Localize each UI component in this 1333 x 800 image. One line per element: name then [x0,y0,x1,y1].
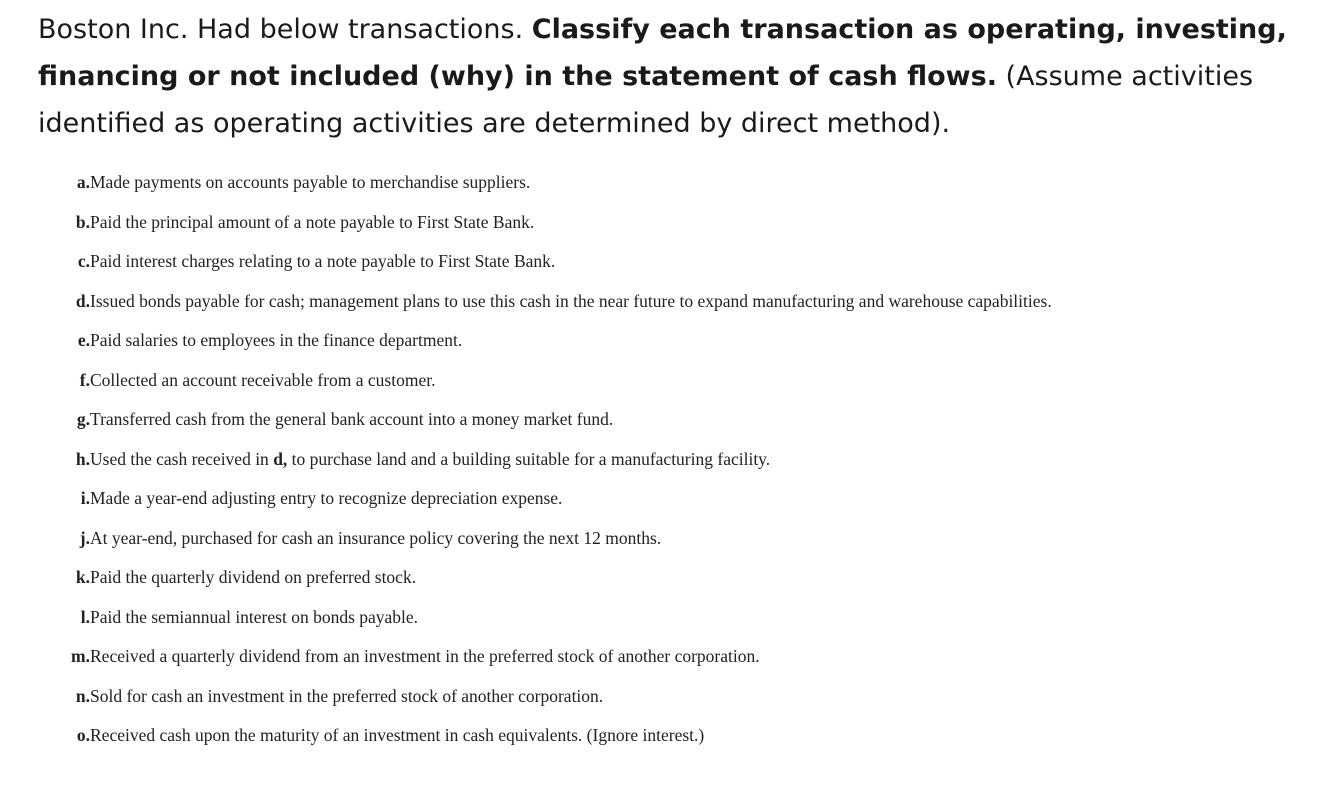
transaction-item-c [68,245,1268,277]
item-text-bold: d, [273,448,288,469]
item-text: Made a year-end adjusting entry to recognize depreciation expense. [90,488,563,508]
item-text: Paid the principal amount of a note payable to First State Bank. [90,211,535,232]
item-text-after: to purchase land and a building suitable for a manufacturing facility. [287,448,771,469]
item-text: Paid salaries to employees in the finance department. [90,330,463,350]
item-letter: i. [80,488,90,508]
transaction-item-m [68,640,1268,672]
item-text: Paid interest charges relating to a note payable to First State Bank. [90,251,556,271]
item-text: Made payments on accounts payable to merchandise suppliers. [90,172,531,192]
transaction-item-j [68,522,1268,554]
item-text: Received a quarterly dividend from an investment in the preferred stock of another corporation. [90,646,760,666]
item-letter: n. [75,685,90,706]
transaction-item-k [68,561,1268,593]
item-text: Paid the semiannual interest on bonds payable. [90,606,419,627]
item-letter: a. [76,172,90,192]
transaction-item-d [68,285,1268,317]
item-text: Issued bonds payable for cash; management plans to use this cash in the near future to expand manufacturing and warehouse capabilities. [90,290,1052,311]
item-letter: e. [77,330,90,350]
item-letter: o. [76,725,90,745]
item-text-before: Used the cash received in [90,448,274,469]
item-letter: d. [75,290,90,311]
intro-lead: Boston Inc. Had below transactions. [38,14,532,45]
item-text: Transferred cash from the general bank account into a money market fund. [90,409,614,429]
item-letter: b. [75,211,90,232]
item-text: Sold for cash an investment in the preferred stock of another corporation. [90,685,604,706]
transaction-item-o [68,719,1268,751]
item-text: Collected an account receivable from a customer. [90,369,436,390]
item-text [90,443,770,475]
item-letter: g. [76,409,90,429]
problem-statement [38,6,1308,147]
transaction-item-f [68,364,1268,396]
transaction-item-i [68,482,1268,514]
transaction-item-a [68,166,1268,198]
item-letter: l. [80,606,90,627]
item-letter: c. [77,251,90,271]
item-letter: h. [75,448,90,469]
intro-note: (Assume activities identified as operating activities are determined by direct method). [38,61,1254,139]
item-text: Received cash upon the maturity of an investment in cash equivalents. (Ignore interest.) [90,725,705,745]
transaction-item-l [68,601,1268,633]
transaction-list [68,166,1268,759]
intro-instruction: Classify each transaction as operating, investing, financing or not included (why) in the statement of cash flows. [38,14,1287,92]
item-letter: k. [75,567,90,587]
transaction-item-b [68,206,1268,238]
item-letter: f. [79,369,90,390]
transaction-item-n [68,680,1268,712]
transaction-item-h [68,443,1268,475]
item-letter: m. [71,646,90,666]
transaction-item-g [68,403,1268,435]
item-text: At year-end, purchased for cash an insurance policy covering the next 12 months. [90,527,662,548]
item-letter: j. [79,527,90,548]
transaction-item-e [68,324,1268,356]
item-text: Paid the quarterly dividend on preferred stock. [90,567,417,587]
